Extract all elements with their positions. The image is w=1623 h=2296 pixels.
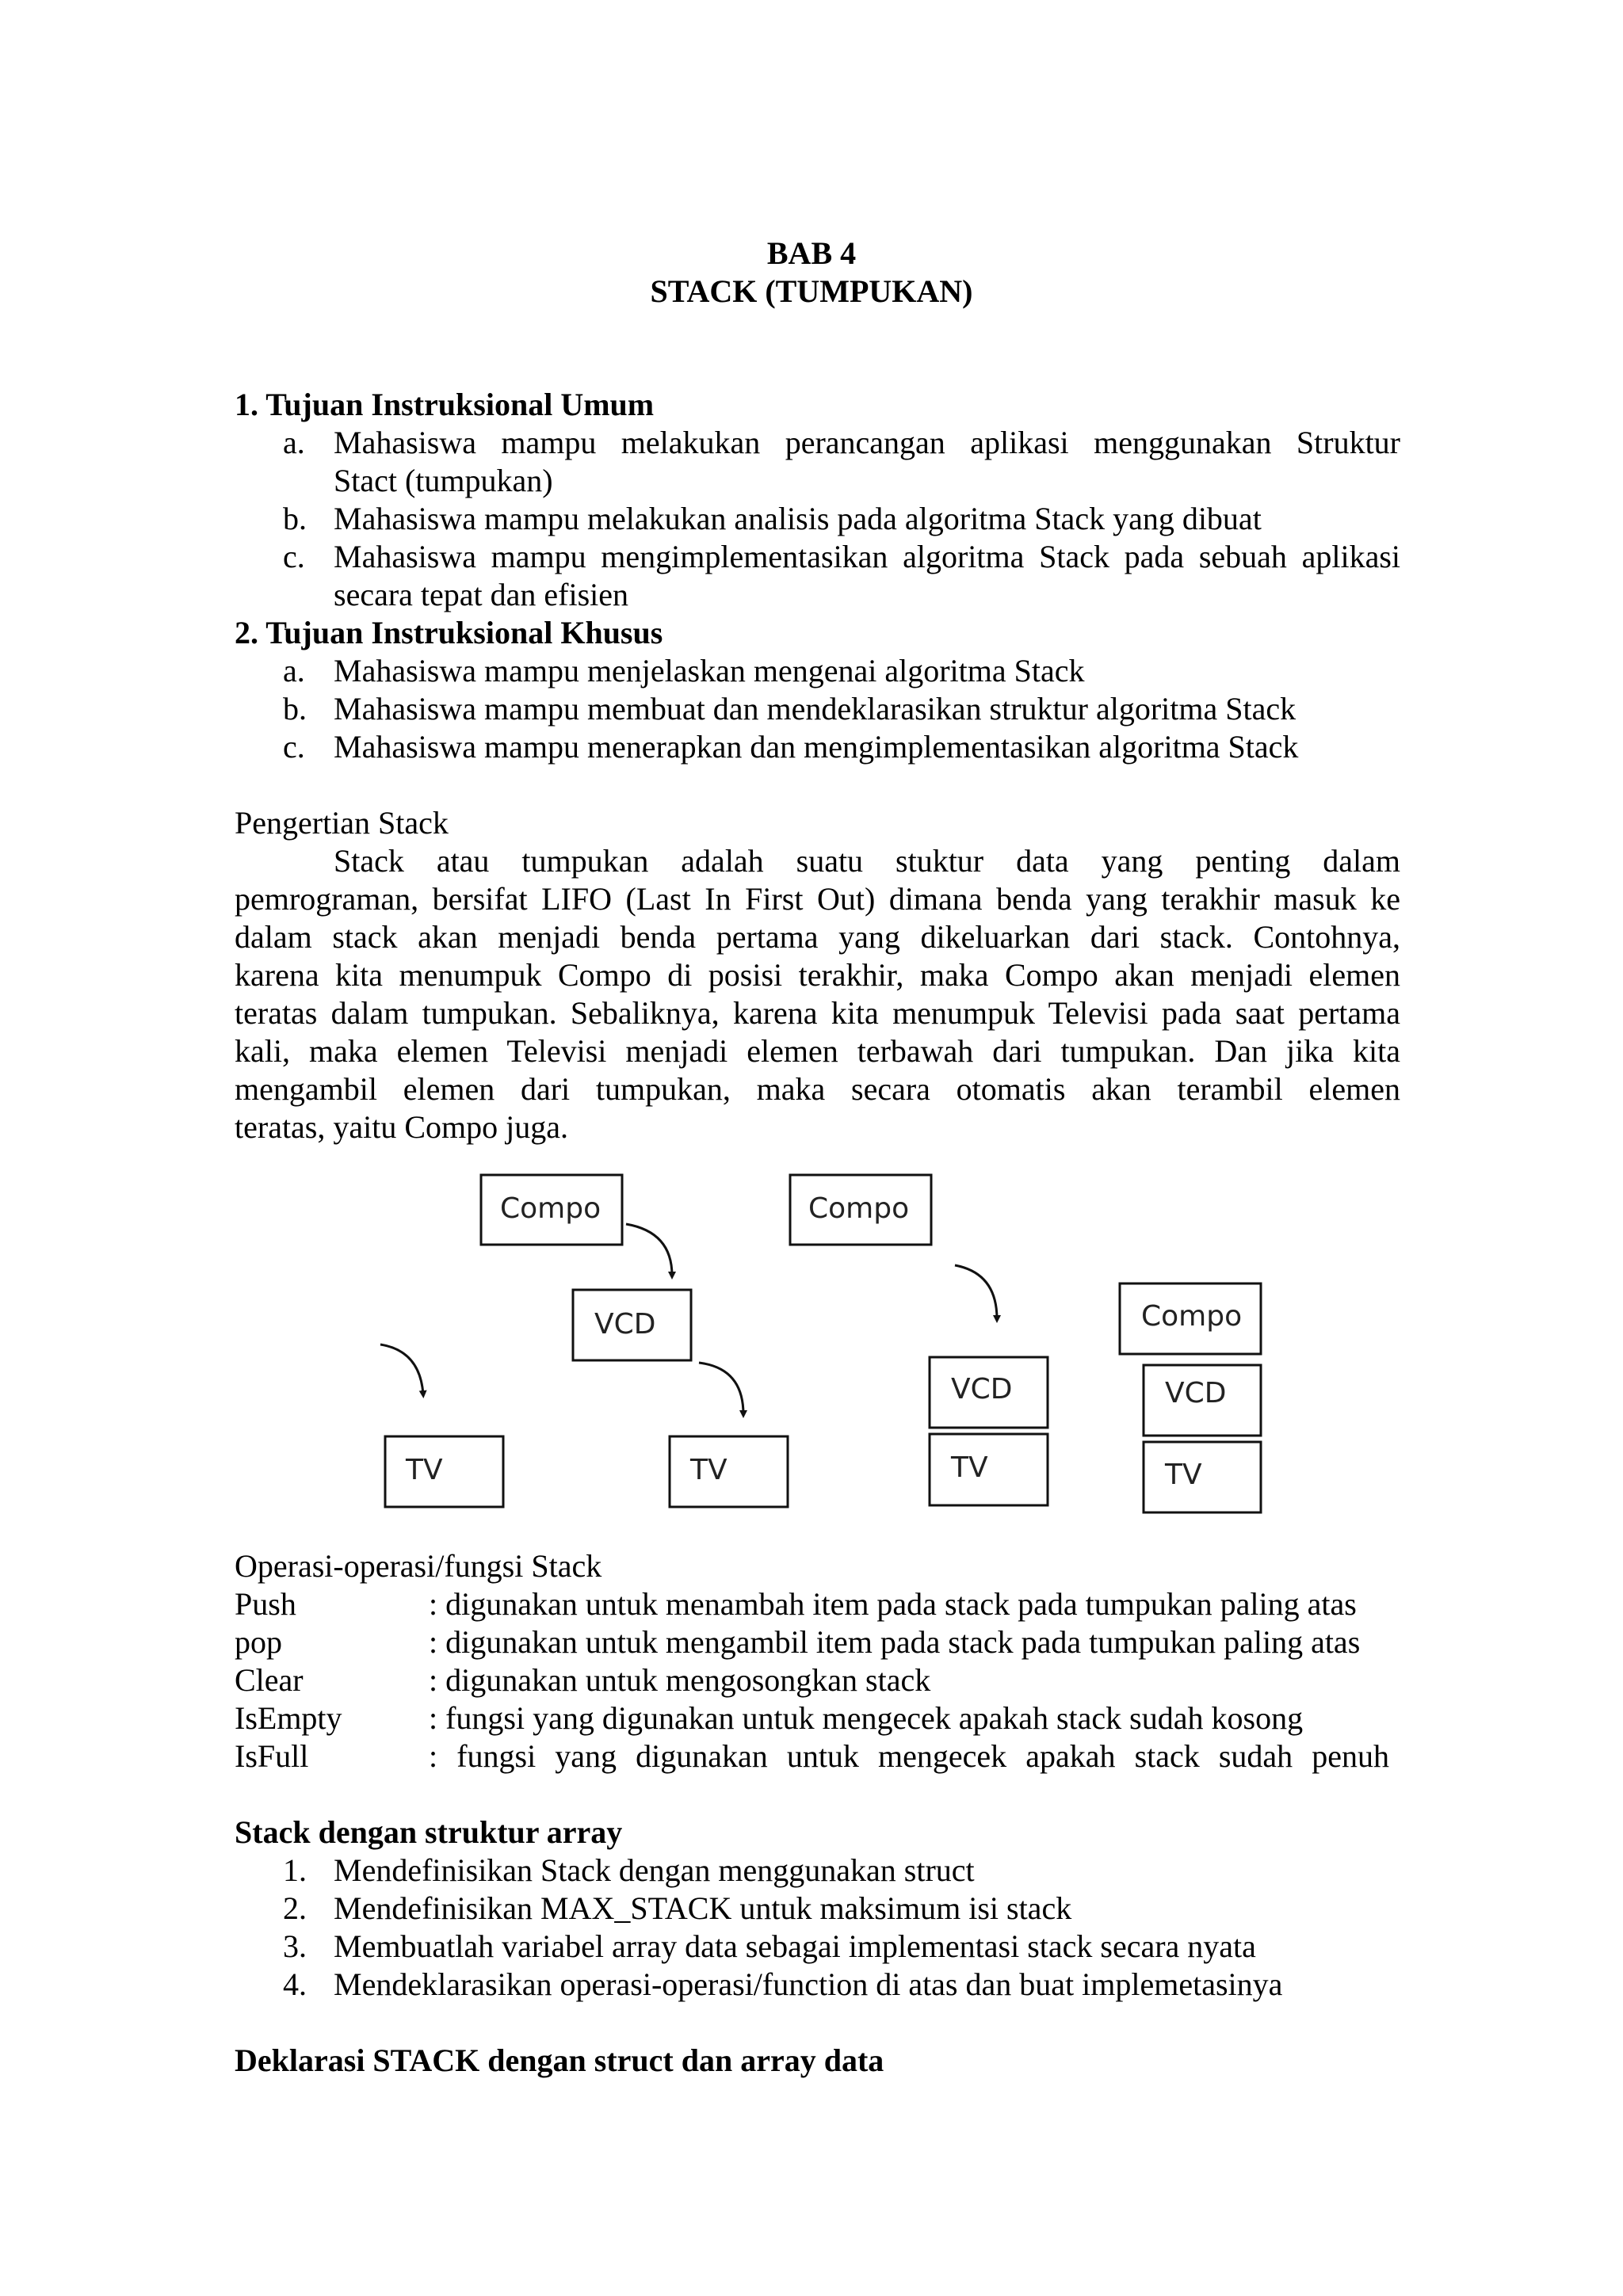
operasi-desc: : digunakan untuk mengosongkan stack	[429, 1662, 931, 1698]
stack-label-tv: TV	[690, 1454, 727, 1486]
operasi-desc: : fungsi yang digunakan untuk mengecek apakah stack sudah penuh	[429, 1738, 1389, 1774]
tik-item-text: Mahasiswa mampu menjelaskan mengenai algoritma Stack	[334, 653, 1085, 688]
push-arrow-icon	[626, 1224, 672, 1276]
stack-label-compo: Compo	[808, 1192, 910, 1225]
operasi-name: IsEmpty	[235, 1700, 342, 1736]
tiu-item-text-cont: Stact (tumpukan)	[334, 463, 553, 498]
array-heading: Stack dengan struktur array	[235, 1814, 623, 1850]
paragraph-line: Stack atau tumpukan adalah suatu stuktur data yang penting dalam	[334, 843, 1400, 879]
tik-item-marker: b.	[283, 691, 307, 727]
operasi-heading: Operasi-operasi/fungsi Stack	[235, 1548, 602, 1584]
paragraph-line: dalam stack akan menjadi benda pertama yang dikeluarkan dari stack. Contohnya,	[235, 919, 1400, 955]
stack-label-vcd: VCD	[594, 1308, 656, 1341]
array-item-marker: 1.	[283, 1852, 307, 1888]
tiu-item-marker: a.	[283, 425, 305, 460]
tiu-item-text: Mahasiswa mampu melakukan analisis pada algoritma Stack yang dibuat	[334, 501, 1262, 536]
paragraph-line: kali, maka elemen Televisi menjadi elemen terbawah dari tumpukan. Dan jika kita	[235, 1033, 1400, 1069]
tik-item-marker: c.	[283, 729, 305, 765]
chapter-label: BAB 4	[766, 235, 857, 271]
array-item-marker: 4.	[283, 1966, 307, 2002]
stack-label-compo: Compo	[1141, 1300, 1243, 1333]
deklarasi-heading: Deklarasi STACK dengan struct dan array data	[235, 2042, 884, 2078]
tik-item-text: Mahasiswa mampu membuat dan mendeklarasikan struktur algoritma Stack	[334, 691, 1296, 727]
tiu-item-marker: c.	[283, 539, 305, 574]
operasi-desc: : digunakan untuk menambah item pada stack pada tumpukan paling atas	[429, 1586, 1357, 1622]
stack-box-tv	[1144, 1442, 1261, 1512]
tik-item-marker: a.	[283, 653, 305, 688]
pengertian-heading: Pengertian Stack	[235, 805, 449, 841]
push-arrow-icon	[380, 1344, 423, 1394]
paragraph-line: teratas dalam tumpukan. Sebaliknya, karena kita menumpuk Televisi pada saat pertama	[235, 995, 1400, 1031]
array-item-marker: 3.	[283, 1928, 307, 1964]
paragraph-line: pemrograman, bersifat LIFO (Last In First Out) dimana benda yang terakhir masuk ke	[235, 881, 1400, 917]
stack-box-tv	[385, 1436, 503, 1507]
operasi-desc: : digunakan untuk mengambil item pada stack pada tumpukan paling atas	[429, 1624, 1361, 1660]
operasi-name: Push	[235, 1586, 296, 1622]
operasi-name: IsFull	[235, 1738, 309, 1774]
operasi-name: pop	[235, 1624, 282, 1660]
array-item-text: Mendefinisikan Stack dengan menggunakan struct	[334, 1852, 975, 1888]
paragraph-line: mengambil elemen dari tumpukan, maka secara otomatis akan terambil elemen	[235, 1071, 1400, 1107]
push-arrow-icon	[699, 1363, 743, 1414]
array-item-text: Membuatlah variabel array data sebagai implementasi stack secara nyata	[334, 1928, 1256, 1964]
stack-label-vcd: VCD	[951, 1373, 1013, 1405]
tik-item-text: Mahasiswa mampu menerapkan dan mengimplementasikan algoritma Stack	[334, 729, 1299, 765]
stack-label-vcd: VCD	[1165, 1377, 1227, 1409]
tiu-item-text-cont: secara tepat dan efisien	[334, 577, 629, 612]
stack-label-compo: Compo	[500, 1192, 601, 1225]
array-item-text: Mendefinisikan MAX_STACK untuk maksimum isi stack	[334, 1890, 1072, 1926]
tiu-heading: 1. Tujuan Instruksional Umum	[235, 387, 655, 422]
array-item-text: Mendeklarasikan operasi-operasi/function di atas dan buat implemetasinya	[334, 1966, 1283, 2002]
operasi-desc: : fungsi yang digunakan untuk mengecek apakah stack sudah kosong	[429, 1700, 1304, 1736]
stack-label-tv: TV	[1165, 1459, 1202, 1491]
push-arrow-icon	[955, 1265, 997, 1319]
stack-box-tv	[670, 1436, 788, 1507]
tiu-item-marker: b.	[283, 501, 307, 536]
tik-heading: 2. Tujuan Instruksional Khusus	[235, 615, 663, 650]
tiu-item-text: Mahasiswa mampu mengimplementasikan algoritma Stack pada sebuah aplikasi	[334, 539, 1400, 574]
operasi-name: Clear	[235, 1662, 304, 1698]
paragraph-line: karena kita menumpuk Compo di posisi terakhir, maka Compo akan menjadi elemen	[235, 957, 1400, 993]
stack-box-tv	[930, 1434, 1048, 1505]
stack-label-tv: TV	[406, 1454, 443, 1486]
array-item-marker: 2.	[283, 1890, 307, 1926]
paragraph-line: teratas, yaitu Compo juga.	[235, 1109, 569, 1145]
stack-label-tv: TV	[951, 1451, 988, 1484]
tiu-item-text: Mahasiswa mampu melakukan perancangan aplikasi menggunakan Struktur	[334, 425, 1400, 460]
chapter-title: STACK (TUMPUKAN)	[650, 273, 973, 309]
